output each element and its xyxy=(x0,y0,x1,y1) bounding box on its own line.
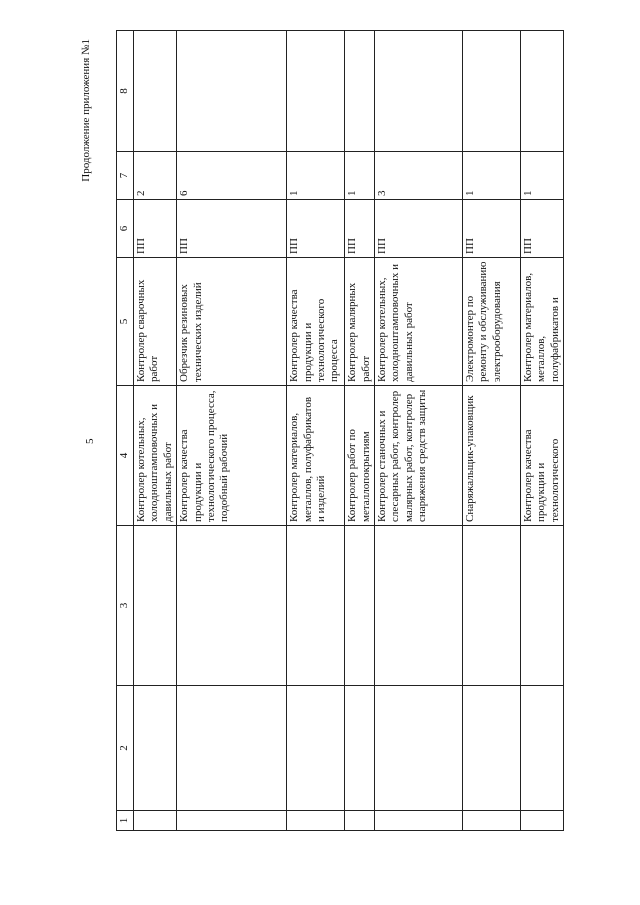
table-row xyxy=(287,31,345,831)
cell-related-profession: Обрезчик резиновых технических изделий xyxy=(177,258,287,386)
cell-profession: Контролер котельных, холодноштамповочных и давильных работ xyxy=(134,386,177,526)
appendix-table xyxy=(116,30,564,831)
cell-col1 xyxy=(463,811,521,831)
cell-related-profession: Электромонтер по ремонту и обслуживанию электрооборудования xyxy=(463,258,521,386)
cell-type: ПП xyxy=(134,200,177,258)
cell-note xyxy=(287,31,345,152)
cell-col3 xyxy=(345,526,375,686)
cell-profession: Снаряжальщик-упаковщик xyxy=(463,386,521,526)
column-header: 4 xyxy=(117,386,134,526)
cell-type: ПП xyxy=(375,200,463,258)
table-row xyxy=(177,31,287,831)
column-header: 6 xyxy=(117,200,134,258)
cell-related-profession: Контролер сварочных работ xyxy=(134,258,177,386)
table-row xyxy=(134,31,177,831)
cell-col2 xyxy=(287,686,345,811)
cell-profession: Контролер качества продукции и технологического процесса, подобный рабочий xyxy=(177,386,287,526)
cell-col1 xyxy=(287,811,345,831)
cell-type: ПП xyxy=(177,200,287,258)
cell-col1 xyxy=(521,811,564,831)
cell-col3 xyxy=(134,526,177,686)
cell-note xyxy=(375,31,463,152)
cell-profession: Контролер качества продукции и технологического xyxy=(521,386,564,526)
cell-profession: Контролер материалов, металлов, полуфабрикатов и изделий xyxy=(287,386,345,526)
cell-col1 xyxy=(375,811,463,831)
column-header: 1 xyxy=(117,811,134,831)
cell-count: 1 xyxy=(287,152,345,200)
cell-related-profession: Контролер малярных работ xyxy=(345,258,375,386)
column-header: 3 xyxy=(117,526,134,686)
cell-note xyxy=(177,31,287,152)
cell-note xyxy=(463,31,521,152)
table-row xyxy=(521,31,564,831)
table-row xyxy=(345,31,375,831)
cell-col2 xyxy=(521,686,564,811)
cell-col1 xyxy=(134,811,177,831)
rotated-page-content xyxy=(80,31,561,831)
cell-count: 3 xyxy=(375,152,463,200)
cell-profession: Контролер станочных и слесарных работ, контролер малярных работ, контролер снаряжения средств защиты xyxy=(375,386,463,526)
cell-type: ПП xyxy=(287,200,345,258)
table-row xyxy=(463,31,521,831)
cell-col3 xyxy=(463,526,521,686)
cell-type: ПП xyxy=(345,200,375,258)
column-header: 2 xyxy=(117,686,134,811)
column-header: 8 xyxy=(117,31,134,152)
cell-note xyxy=(134,31,177,152)
cell-col2 xyxy=(345,686,375,811)
cell-col2 xyxy=(177,686,287,811)
cell-col3 xyxy=(521,526,564,686)
column-header: 5 xyxy=(117,258,134,386)
cell-col1 xyxy=(345,811,375,831)
table-header-row xyxy=(117,31,134,831)
cell-count: 1 xyxy=(521,152,564,200)
cell-note xyxy=(345,31,375,152)
cell-col2 xyxy=(463,686,521,811)
cell-count: 6 xyxy=(177,152,287,200)
cell-col3 xyxy=(287,526,345,686)
cell-col3 xyxy=(177,526,287,686)
cell-type: ПП xyxy=(463,200,521,258)
cell-count: 1 xyxy=(345,152,375,200)
column-header: 7 xyxy=(117,152,134,200)
cell-col2 xyxy=(134,686,177,811)
cell-related-profession: Контролер материалов, металлов, полуфабрикатов и xyxy=(521,258,564,386)
cell-related-profession: Контролер качества продукции и технологического процесса xyxy=(287,258,345,386)
cell-col1 xyxy=(177,811,287,831)
cell-note xyxy=(521,31,564,152)
cell-count: 2 xyxy=(134,152,177,200)
cell-col3 xyxy=(375,526,463,686)
page-number: 5 xyxy=(84,438,96,444)
table-row xyxy=(375,31,463,831)
appendix-heading: Продолжение приложения №1 xyxy=(80,39,92,182)
cell-related-profession: Контролер котельных, холодноштамповочных и давильных работ xyxy=(375,258,463,386)
cell-count: 1 xyxy=(463,152,521,200)
cell-type: ПП xyxy=(521,200,564,258)
cell-profession: Контролер работ по металлопокрытиям xyxy=(345,386,375,526)
cell-col2 xyxy=(375,686,463,811)
